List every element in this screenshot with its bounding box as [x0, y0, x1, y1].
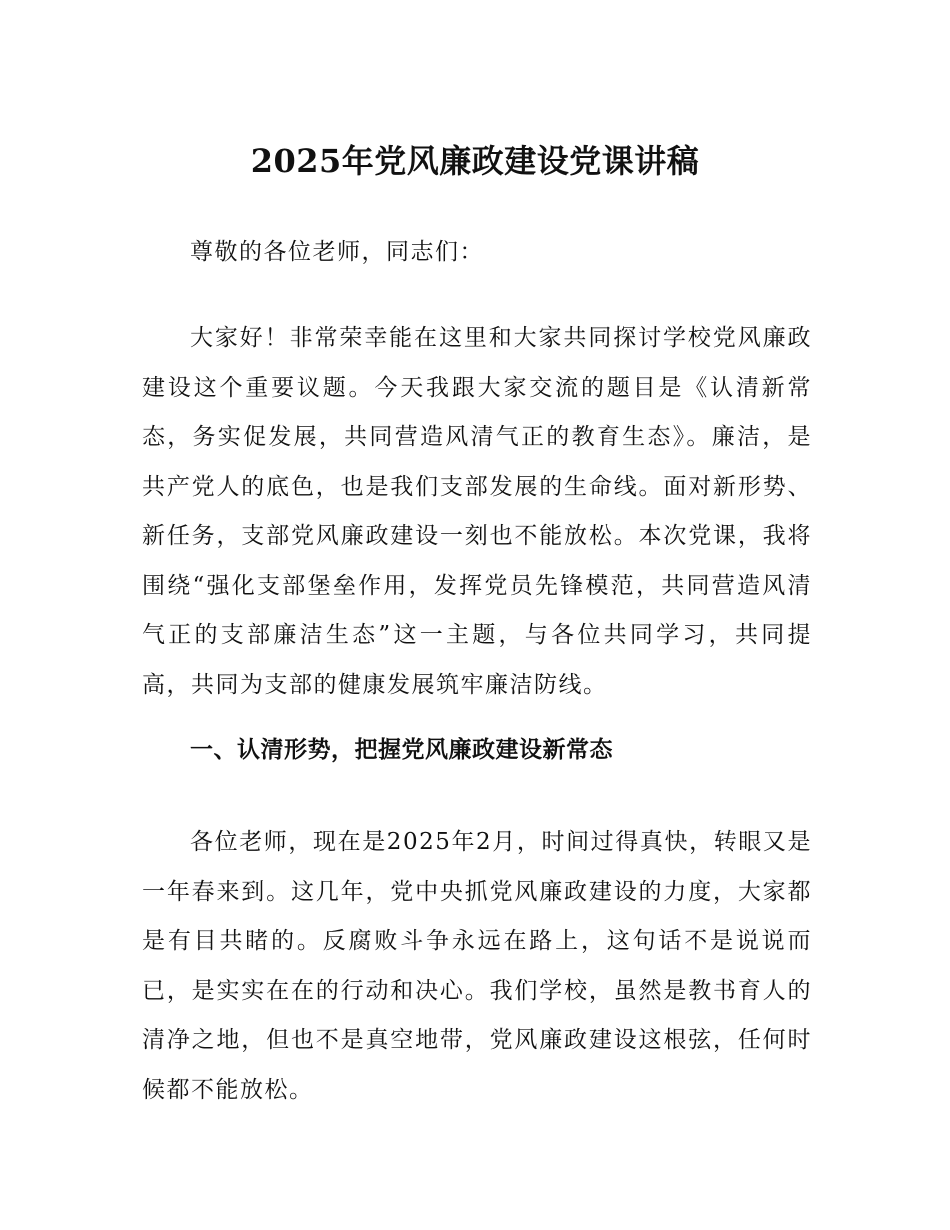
opening-paragraph: 大家好！非常荣幸能在这里和大家共同探讨学校党风廉政建设这个重要议题。今天我跟大家交流的题目是《认清新常态，务实促发展，共同营造风清气正的教育生态》。廉洁，是共产党人的底色，也是我们支部发展的生命线。面对新形势、新任务，支部党风廉政建设一刻也不能放松。本次党课，我将围绕“强化支部堡垒作用，发挥党员先锋模范，共同营造风清气正的支部廉洁生态”这一主题，与各位共同学习，共同提高，共同为支部的健康发展筑牢廉洁防线。	[142, 325, 812, 698]
body-paragraph: 各位老师，现在是2025年2月，时间过得真快，转眼又是一年春来到。这几年，党中央抓党风廉政建设的力度，大家都是有目共睹的。反腐败斗争永远在路上，这句话不是说说而已，是实实在在的行动和决心。我们学校，虽然是教书育人的清净之地，但也不是真空地带，党风廉政建设这根弦，任何时候都不能放松。	[142, 829, 812, 1103]
section-heading: 一、认清形势，把握党风廉政建设新常态	[190, 737, 613, 763]
salutation: 尊敬的各位老师，同志们：	[190, 239, 484, 265]
document-title: 2025年党风廉政建设党课讲稿	[250, 142, 700, 181]
